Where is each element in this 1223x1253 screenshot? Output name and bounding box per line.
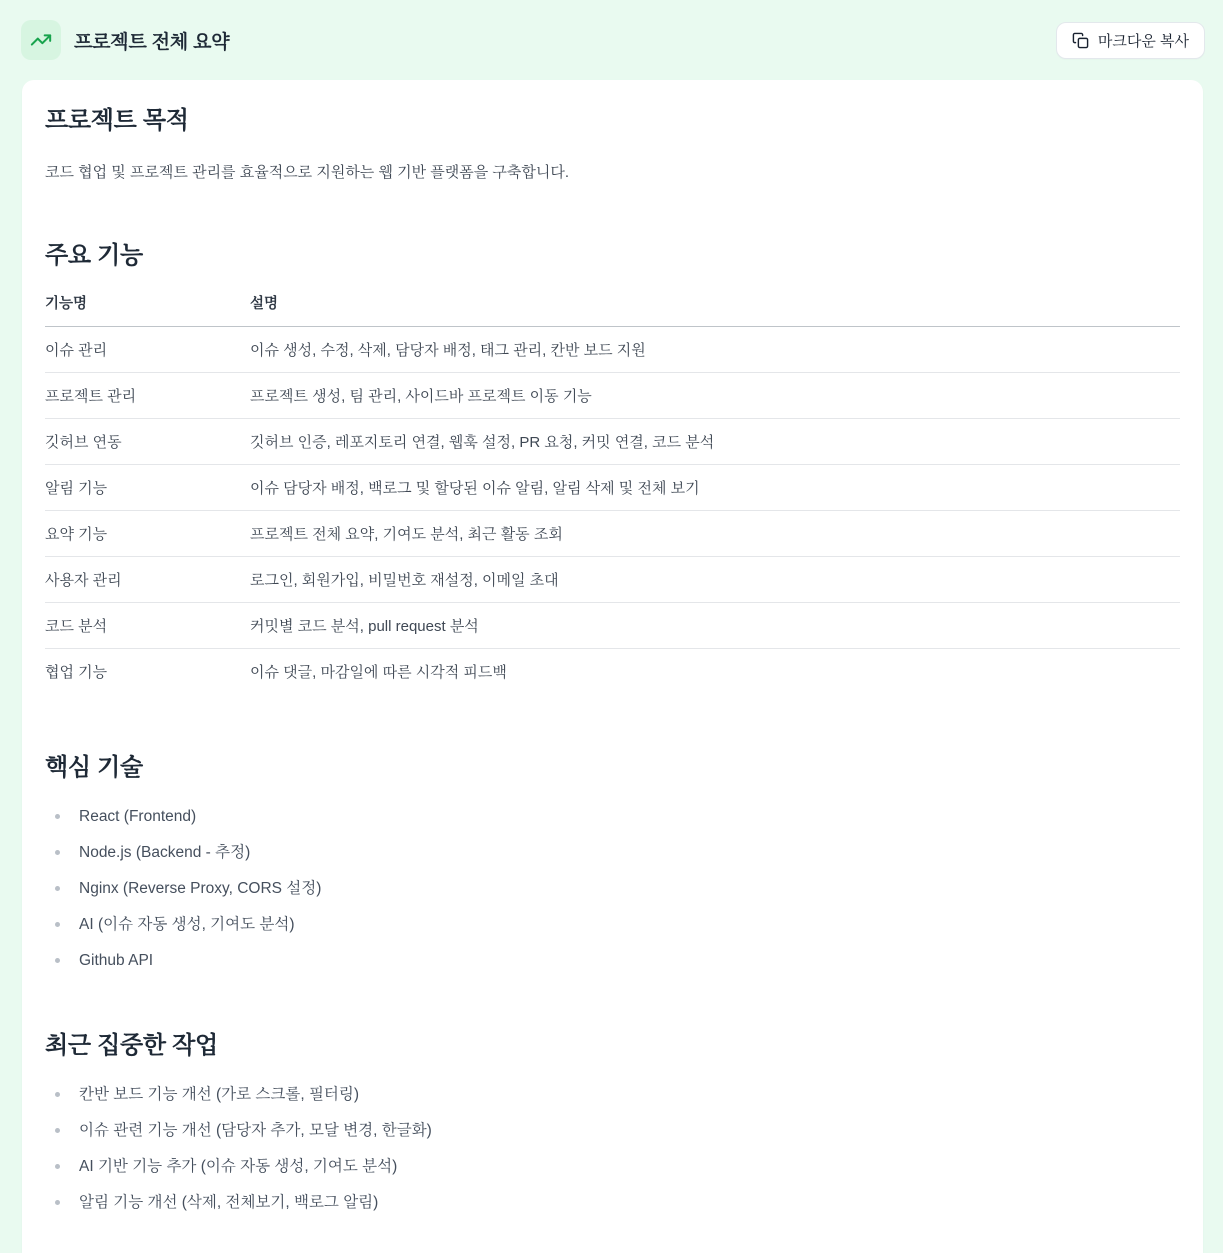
section-core-tech (45, 753, 1180, 971)
feature-name: 프로젝트 관리 (45, 373, 250, 419)
recent-heading: 최근 집중한 작업 (45, 1032, 218, 1059)
table-row (45, 649, 1180, 695)
table-header-row (45, 292, 1180, 327)
tech-heading: 핵심 기술 (45, 754, 143, 781)
table-row (45, 465, 1180, 511)
table-row (45, 419, 1180, 465)
feature-desc: 프로젝트 생성, 팀 관리, 사이드바 프로젝트 이동 기능 (250, 373, 1180, 419)
feature-desc: 이슈 담당자 배정, 백로그 및 할당된 이슈 알림, 알림 삭제 및 전체 보기 (250, 465, 1180, 511)
feature-desc: 깃허브 인증, 레포지토리 연결, 웹훅 설정, PR 요청, 커밋 연결, 코드 분석 (250, 419, 1180, 465)
feature-name: 요약 기능 (45, 511, 250, 557)
column-header-name: 기능명 (45, 292, 250, 327)
trending-up-icon (30, 29, 52, 51)
feature-desc: 로그인, 회원가입, 비밀번호 재설정, 이메일 초대 (250, 557, 1180, 603)
copy-icon (1072, 32, 1089, 49)
summary-icon-badge (21, 20, 61, 60)
feature-name: 깃허브 연동 (45, 419, 250, 465)
list-item: Nginx (Reverse Proxy, CORS 설정) (45, 878, 1180, 899)
list-item: AI (이슈 자동 생성, 기여도 분석) (45, 914, 1180, 935)
column-header-desc: 설명 (250, 292, 1180, 327)
feature-name: 협업 기능 (45, 664, 108, 681)
feature-desc: 이슈 댓글, 마감일에 따른 시각적 피드백 (250, 664, 507, 681)
feature-name: 알림 기능 (45, 465, 250, 511)
list-item: 알림 기능 개선 (삭제, 전체보기, 백로그 알림) (45, 1192, 1180, 1213)
feature-name: 코드 분석 (45, 603, 250, 649)
section-recent-work (45, 1031, 1180, 1213)
recent-work-list (45, 1084, 1180, 1213)
list-item: AI 기반 기능 추가 (이슈 자동 생성, 기여도 분석) (45, 1156, 1180, 1177)
list-item: 이슈 관련 기능 개선 (담당자 추가, 모달 변경, 한글화) (45, 1120, 1180, 1141)
list-item: React (Frontend) (45, 806, 1180, 827)
features-table (45, 292, 1180, 694)
table-row (45, 603, 1180, 649)
feature-name: 사용자 관리 (45, 557, 250, 603)
feature-desc: 이슈 생성, 수정, 삭제, 담당자 배정, 태그 관리, 칸반 보드 지원 (250, 327, 1180, 373)
tech-list (45, 806, 1180, 971)
list-item: Github API (45, 950, 1180, 971)
purpose-text: 코드 협업 및 프로젝트 관리를 효율적으로 지원하는 웹 기반 플랫폼을 구축합니다. (45, 164, 570, 181)
feature-name: 이슈 관리 (45, 327, 250, 373)
feature-desc: 커밋별 코드 분석, pull request 분석 (250, 603, 1180, 649)
list-item: Node.js (Backend - 추정) (45, 842, 1180, 863)
list-item: 칸반 보드 기능 개선 (가로 스크롤, 필터링) (45, 1084, 1180, 1105)
table-row (45, 373, 1180, 419)
page-title: 프로젝트 전체 요약 (74, 31, 230, 53)
feature-desc: 프로젝트 전체 요약, 기여도 분석, 최근 활동 조회 (250, 511, 1180, 557)
page-header (0, 0, 1223, 80)
summary-card (22, 80, 1203, 1253)
section-features (45, 241, 1180, 694)
table-row (45, 327, 1180, 373)
section-purpose (45, 106, 1180, 184)
purpose-heading: 프로젝트 목적 (45, 107, 189, 134)
copy-markdown-button[interactable] (1056, 22, 1205, 59)
features-heading: 주요 기능 (45, 242, 143, 269)
table-row (45, 557, 1180, 603)
copy-markdown-label: 마크다운 복사 (1097, 32, 1189, 50)
table-row (45, 511, 1180, 557)
